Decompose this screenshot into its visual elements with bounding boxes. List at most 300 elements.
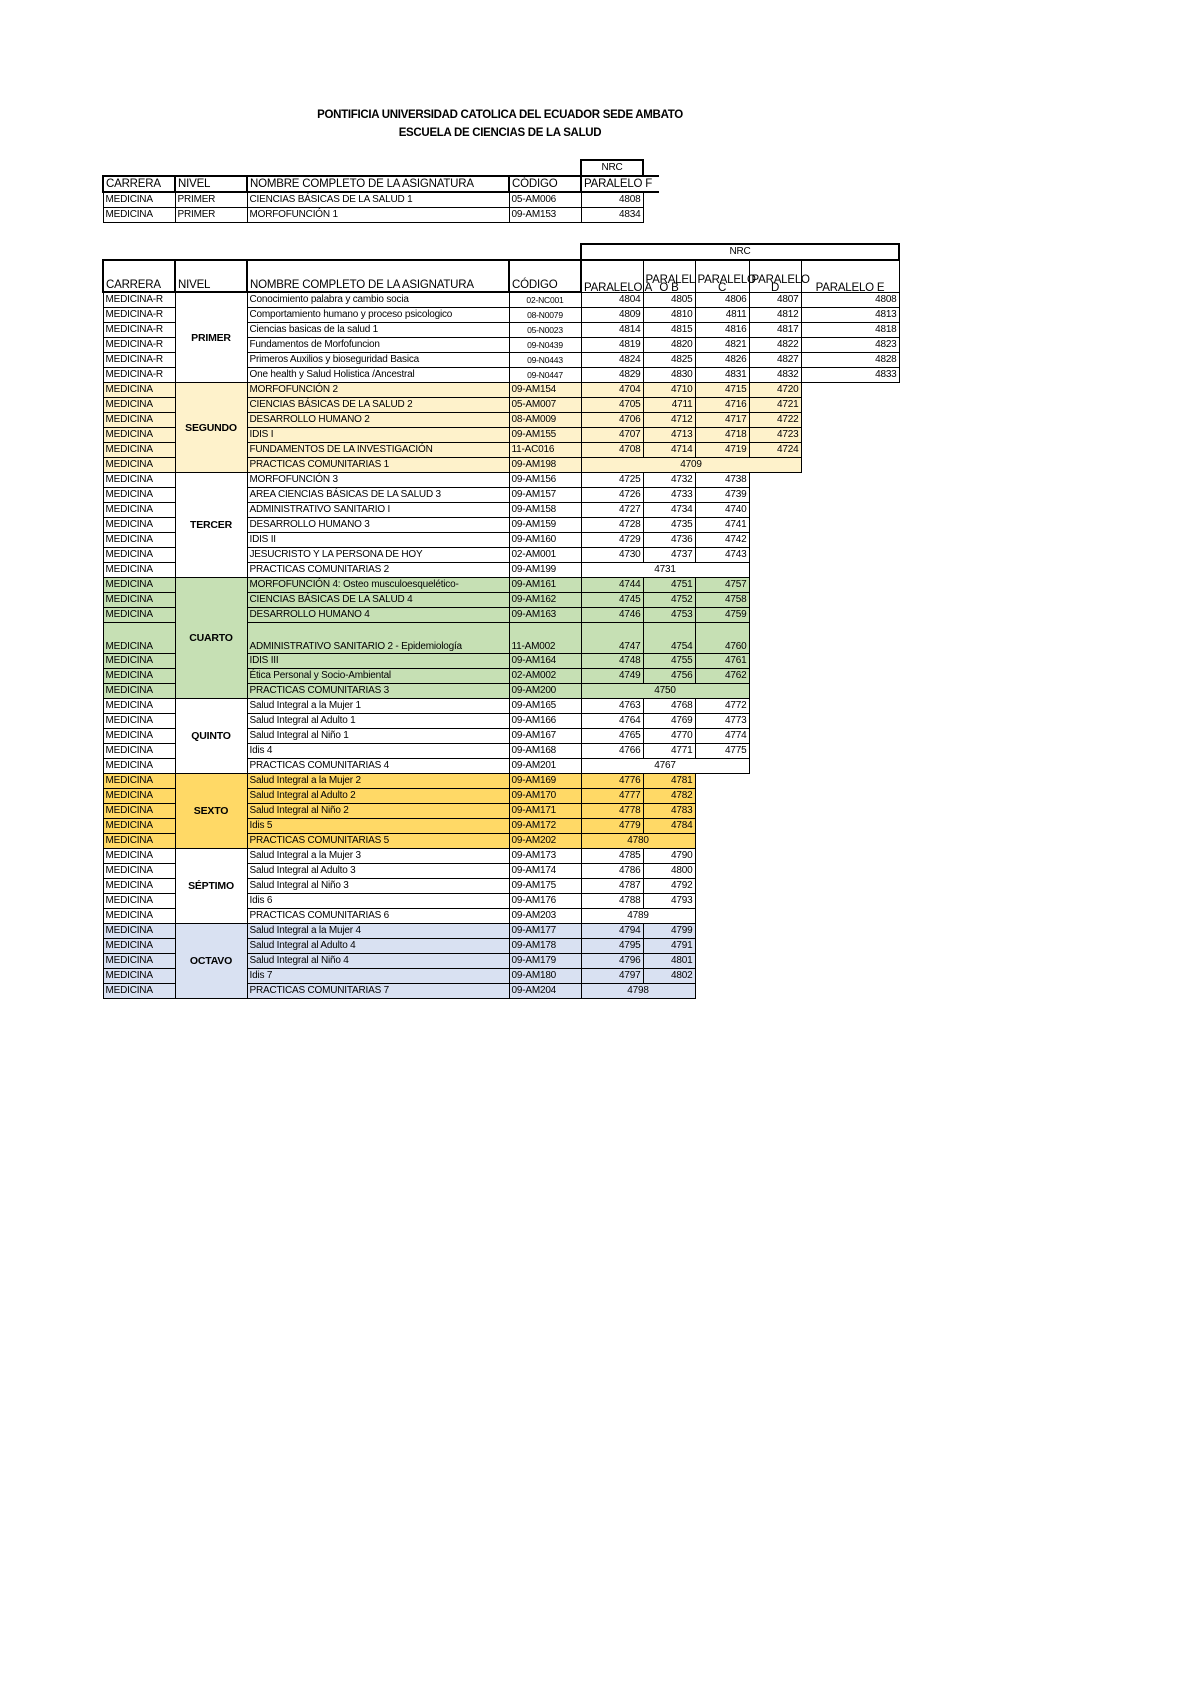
cell [801, 623, 899, 654]
cell: MORFOFUNCIÓN 1 [247, 208, 509, 223]
cell: 09-AM178 [509, 939, 581, 954]
cell [749, 669, 801, 684]
cell: 4738 [695, 473, 749, 488]
cell [695, 924, 749, 939]
cell: 4720 [749, 383, 801, 398]
cell: 4833 [801, 368, 899, 383]
cell [801, 669, 899, 684]
cell [749, 969, 801, 984]
cell [801, 954, 899, 969]
cell: 4787 [581, 879, 643, 894]
cell: PRACTICAS COMUNITARIAS 2 [247, 563, 509, 578]
cell: 4719 [695, 443, 749, 458]
cell: Salud Integral al Niño 2 [247, 804, 509, 819]
col-nivel: NIVEL [175, 176, 247, 192]
cell: 4834 [581, 208, 643, 223]
cell: 4814 [581, 323, 643, 338]
cell: Salud Integral al Adulto 4 [247, 939, 509, 954]
cell [801, 984, 899, 999]
cell: Salud Integral a la Mujer 2 [247, 774, 509, 789]
cell: MEDICINA [103, 864, 175, 879]
cell [695, 804, 749, 819]
cell [749, 578, 801, 593]
cell: 4808 [801, 292, 899, 308]
cell [801, 654, 899, 669]
cell [801, 413, 899, 428]
cell: IDIS I [247, 428, 509, 443]
cell: MEDICINA [103, 654, 175, 669]
cell: 4782 [643, 789, 695, 804]
cell [801, 864, 899, 879]
cell: Salud Integral al Niño 1 [247, 729, 509, 744]
cell: AREA CIENCIAS BÁSICAS DE LA SALUD 3 [247, 488, 509, 503]
cell: 4810 [643, 308, 695, 323]
cell: Idis 4 [247, 744, 509, 759]
cell: 4768 [643, 699, 695, 714]
cell: MEDICINA-R [103, 338, 175, 353]
cell [749, 909, 801, 924]
col-paralelo-b: PARALEL O B [643, 260, 695, 292]
table-row [103, 383, 899, 398]
cell: 4727 [581, 503, 643, 518]
cell [749, 593, 801, 608]
cell: PRACTICAS COMUNITARIAS 4 [247, 759, 509, 774]
cell: 4828 [801, 353, 899, 368]
cell: 09-AM204 [509, 984, 581, 999]
cell: 09-AM202 [509, 834, 581, 849]
cell: 09-N0443 [509, 353, 581, 368]
cell: 4773 [695, 714, 749, 729]
cell: 4825 [643, 353, 695, 368]
cell: Fundamentos de Morfofuncion [247, 338, 509, 353]
cell: PRIMER [175, 208, 247, 223]
cell [749, 744, 801, 759]
cell: 09-AM171 [509, 804, 581, 819]
cell [801, 744, 899, 759]
cell: MEDICINA [103, 208, 175, 223]
cell: MEDICINA [103, 398, 175, 413]
col-paralelo-e: PARALELO E [801, 260, 899, 292]
cell: 4826 [695, 353, 749, 368]
cell [749, 789, 801, 804]
cell: 4799 [643, 924, 695, 939]
cell: PRACTICAS COMUNITARIAS 3 [247, 684, 509, 699]
cell: MEDICINA [103, 503, 175, 518]
cell: 4748 [581, 654, 643, 669]
cell: ADMINISTRATIVO SANITARIO I [247, 503, 509, 518]
cell: 4711 [643, 398, 695, 413]
cell: 4740 [695, 503, 749, 518]
cell: MEDICINA [103, 954, 175, 969]
cell: Ciencias basicas de la salud 1 [247, 323, 509, 338]
cell: MEDICINA [103, 984, 175, 999]
cell [801, 563, 899, 578]
cell: 4832 [749, 368, 801, 383]
cell: 09-AM173 [509, 849, 581, 864]
cell [801, 819, 899, 834]
cell: MEDICINA [103, 834, 175, 849]
cell: 09-AM155 [509, 428, 581, 443]
cell: 09-AM159 [509, 518, 581, 533]
cell: 4744 [581, 578, 643, 593]
cell: 4788 [581, 894, 643, 909]
cell [695, 909, 749, 924]
cell: 4785 [581, 849, 643, 864]
col-carrera: CARRERA [103, 176, 175, 192]
cell [695, 894, 749, 909]
cell: IDIS III [247, 654, 509, 669]
cell: 09-N0447 [509, 368, 581, 383]
col-paralelo-f: PARALELO F [581, 176, 659, 192]
cell: 4756 [643, 669, 695, 684]
cell: DESARROLLO HUMANO 4 [247, 608, 509, 623]
cell [695, 939, 749, 954]
cell: 4822 [749, 338, 801, 353]
cell: 05-AM006 [509, 192, 581, 208]
cell: DESARROLLO HUMANO 3 [247, 518, 509, 533]
cell: 09-AM177 [509, 924, 581, 939]
cell [695, 984, 749, 999]
cell: 4749 [581, 669, 643, 684]
cell: MEDICINA [103, 819, 175, 834]
cell: 05-AM007 [509, 398, 581, 413]
cell [801, 548, 899, 563]
cell [695, 864, 749, 879]
cell: 4721 [749, 398, 801, 413]
cell: 4771 [643, 744, 695, 759]
level-label: PRIMER [175, 292, 247, 383]
cell [749, 984, 801, 999]
cell: 4807 [749, 292, 801, 308]
cell: 4704 [581, 383, 643, 398]
cell: MEDICINA [103, 533, 175, 548]
cell: 4755 [643, 654, 695, 669]
cell [801, 428, 899, 443]
cell: 4764 [581, 714, 643, 729]
cell: 4747 [581, 623, 643, 654]
cell: 4746 [581, 608, 643, 623]
cell [695, 819, 749, 834]
cell: 4757 [695, 578, 749, 593]
cell: 4831 [695, 368, 749, 383]
cell: MEDICINA [103, 488, 175, 503]
cell: 4795 [581, 939, 643, 954]
cell: MEDICINA [103, 969, 175, 984]
cell [695, 969, 749, 984]
cell [749, 684, 801, 699]
cell [749, 819, 801, 834]
cell: 4718 [695, 428, 749, 443]
cell [801, 383, 899, 398]
cell: 4815 [643, 323, 695, 338]
cell: 4809 [581, 308, 643, 323]
cell: 4783 [643, 804, 695, 819]
cell: 4812 [749, 308, 801, 323]
cell [801, 533, 899, 548]
level-label: CUARTO [175, 578, 247, 699]
cell: Salud Integral a la Mujer 3 [247, 849, 509, 864]
col-paralelo-a: PARALELO A [581, 260, 643, 292]
cell: 4706 [581, 413, 643, 428]
cell: 4717 [695, 413, 749, 428]
cell: 4709 [581, 458, 801, 473]
cell [749, 954, 801, 969]
cell [749, 804, 801, 819]
cell: 09-AM167 [509, 729, 581, 744]
cell: 09-AM175 [509, 879, 581, 894]
cell: 09-AM162 [509, 593, 581, 608]
cell: 4751 [643, 578, 695, 593]
cell: 4820 [643, 338, 695, 353]
cell: Idis 5 [247, 819, 509, 834]
cell: 4729 [581, 533, 643, 548]
cell: 4742 [695, 533, 749, 548]
university-title: PONTIFICIA UNIVERSIDAD CATOLICA DEL ECUADOR SEDE AMBATO [317, 109, 683, 121]
cell: MEDICINA [103, 413, 175, 428]
cell: IDIS II [247, 533, 509, 548]
cell [749, 864, 801, 879]
cell: MEDICINA [103, 473, 175, 488]
cell: MEDICINA-R [103, 323, 175, 338]
cell: CIENCIAS BÁSICAS DE LA SALUD 2 [247, 398, 509, 413]
cell: MORFOFUNCIÓN 4: Osteo musculoesquelético- [247, 578, 509, 593]
cell [801, 729, 899, 744]
cell: 4784 [643, 819, 695, 834]
course-schedule-table [102, 243, 900, 999]
cell [801, 699, 899, 714]
cell: 4800 [643, 864, 695, 879]
cell: 4737 [643, 548, 695, 563]
cell: MEDICINA [103, 699, 175, 714]
col-asignatura: NOMBRE COMPLETO DE LA ASIGNATURA [247, 176, 509, 192]
cell [749, 608, 801, 623]
cell: 4790 [643, 849, 695, 864]
cell: 02-NC001 [509, 292, 581, 308]
cell: 4752 [643, 593, 695, 608]
cell: MEDICINA-R [103, 292, 175, 308]
cell: MEDICINA [103, 759, 175, 774]
cell: 09-AM161 [509, 578, 581, 593]
cell: 4710 [643, 383, 695, 398]
cell [749, 939, 801, 954]
cell: 09-AM165 [509, 699, 581, 714]
cell: 4763 [581, 699, 643, 714]
cell: MEDICINA [103, 744, 175, 759]
level-label: OCTAVO [175, 924, 247, 999]
cell: 4793 [643, 894, 695, 909]
cell [695, 879, 749, 894]
cell: 4728 [581, 518, 643, 533]
cell: 4734 [643, 503, 695, 518]
cell: MEDICINA [103, 714, 175, 729]
cell: 09-AM172 [509, 819, 581, 834]
cell: 09-AM201 [509, 759, 581, 774]
cell: 08-AM009 [509, 413, 581, 428]
cell [801, 909, 899, 924]
cell: 02-AM001 [509, 548, 581, 563]
cell: MEDICINA [103, 623, 175, 654]
cell: MEDICINA [103, 894, 175, 909]
table-row [103, 924, 899, 939]
cell: 4762 [695, 669, 749, 684]
cell [801, 488, 899, 503]
cell: 09-AM158 [509, 503, 581, 518]
cell: 4778 [581, 804, 643, 819]
cell [801, 503, 899, 518]
cell: 09-AM164 [509, 654, 581, 669]
cell [749, 518, 801, 533]
cell: 11-AC016 [509, 443, 581, 458]
cell: MEDICINA [103, 684, 175, 699]
level-label: QUINTO [175, 699, 247, 774]
cell: Salud Integral al Adulto 1 [247, 714, 509, 729]
cell [801, 939, 899, 954]
cell [695, 954, 749, 969]
cell [749, 879, 801, 894]
cell: MEDICINA [103, 192, 175, 208]
cell [749, 654, 801, 669]
cell: 4732 [643, 473, 695, 488]
cell [801, 879, 899, 894]
cell [749, 533, 801, 548]
nrc-header: NRC [581, 244, 899, 260]
cell: 4775 [695, 744, 749, 759]
table-row [103, 473, 899, 488]
cell: MEDICINA [103, 789, 175, 804]
cell: 4753 [643, 608, 695, 623]
cell [749, 774, 801, 789]
cell [749, 849, 801, 864]
cell: 4765 [581, 729, 643, 744]
cell: 4760 [695, 623, 749, 654]
cell: 09-AM180 [509, 969, 581, 984]
col-codigo: CÓDIGO [509, 176, 581, 192]
cell: MEDICINA-R [103, 308, 175, 323]
cell [749, 924, 801, 939]
cell [749, 699, 801, 714]
cell: MEDICINA [103, 924, 175, 939]
table-row [103, 849, 899, 864]
cell: MEDICINA [103, 458, 175, 473]
cell: 4705 [581, 398, 643, 413]
cell [801, 759, 899, 774]
cell [749, 834, 801, 849]
cell: Salud Integral a la Mujer 4 [247, 924, 509, 939]
cell: 09-AM170 [509, 789, 581, 804]
cell [801, 924, 899, 939]
cell: 09-AM154 [509, 383, 581, 398]
cell [801, 804, 899, 819]
cell: 4777 [581, 789, 643, 804]
cell: 4736 [643, 533, 695, 548]
cell: 4716 [695, 398, 749, 413]
cell: MEDICINA [103, 383, 175, 398]
cell: 4827 [749, 353, 801, 368]
cell: 4774 [695, 729, 749, 744]
cell: 4796 [581, 954, 643, 969]
cell: PRACTICAS COMUNITARIAS 1 [247, 458, 509, 473]
cell: Salud Integral al Adulto 2 [247, 789, 509, 804]
table-row [103, 774, 899, 789]
cell: 4816 [695, 323, 749, 338]
cell [749, 714, 801, 729]
cell: 4707 [581, 428, 643, 443]
cell [749, 473, 801, 488]
cell [749, 563, 801, 578]
cell: MEDICINA [103, 849, 175, 864]
cell: 4745 [581, 593, 643, 608]
cell: MEDICINA [103, 428, 175, 443]
cell [695, 834, 749, 849]
cell: Primeros Auxilios y bioseguridad Basica [247, 353, 509, 368]
col-paralelo-d: PARALELO D [749, 260, 801, 292]
cell: MEDICINA-R [103, 368, 175, 383]
nrc-header: NRC [581, 160, 643, 176]
cell: 4739 [695, 488, 749, 503]
cell: MEDICINA [103, 804, 175, 819]
cell: 4797 [581, 969, 643, 984]
cell: 4794 [581, 924, 643, 939]
cell: 4819 [581, 338, 643, 353]
level-label: SÉPTIMO [175, 849, 247, 924]
cell: 4792 [643, 879, 695, 894]
cell [801, 849, 899, 864]
cell: 4801 [643, 954, 695, 969]
cell: MORFOFUNCIÓN 3 [247, 473, 509, 488]
cell: 4821 [695, 338, 749, 353]
cell: 4730 [581, 548, 643, 563]
cell [801, 608, 899, 623]
col-asignatura: NOMBRE COMPLETO DE LA ASIGNATURA [247, 260, 509, 292]
cell: 4791 [643, 939, 695, 954]
cell: Idis 6 [247, 894, 509, 909]
cell: 4780 [581, 834, 695, 849]
cell [801, 894, 899, 909]
cell: 09-AM176 [509, 894, 581, 909]
cell: 4769 [643, 714, 695, 729]
cell: 4786 [581, 864, 643, 879]
cell: 4806 [695, 292, 749, 308]
cell [749, 759, 801, 774]
cell: MEDICINA [103, 669, 175, 684]
cell [749, 488, 801, 503]
cell: MEDICINA [103, 939, 175, 954]
cell: Salud Integral al Niño 3 [247, 879, 509, 894]
cell: 09-AM157 [509, 488, 581, 503]
cell: 08-N0079 [509, 308, 581, 323]
cell: Comportamiento humano y proceso psicologico [247, 308, 509, 323]
cell: 09-N0439 [509, 338, 581, 353]
cell [749, 548, 801, 563]
col-codigo: CÓDIGO [509, 260, 581, 292]
cell: Ética Personal y Socio-Ambiental [247, 669, 509, 684]
cell: MEDICINA [103, 729, 175, 744]
col-nivel: NIVEL [175, 260, 247, 292]
cell: 05-N0023 [509, 323, 581, 338]
cell: Conocimiento palabra y cambio socia [247, 292, 509, 308]
cell: ADMINISTRATIVO SANITARIO 2 - Epidemiología [247, 623, 509, 654]
primary-subjects-table [102, 159, 659, 223]
cell: PRACTICAS COMUNITARIAS 5 [247, 834, 509, 849]
cell: 09-AM174 [509, 864, 581, 879]
cell [695, 774, 749, 789]
cell [749, 729, 801, 744]
cell: 4731 [581, 563, 749, 578]
cell: 4767 [581, 759, 749, 774]
table-row [103, 192, 659, 208]
cell: 4830 [643, 368, 695, 383]
cell: 4713 [643, 428, 695, 443]
